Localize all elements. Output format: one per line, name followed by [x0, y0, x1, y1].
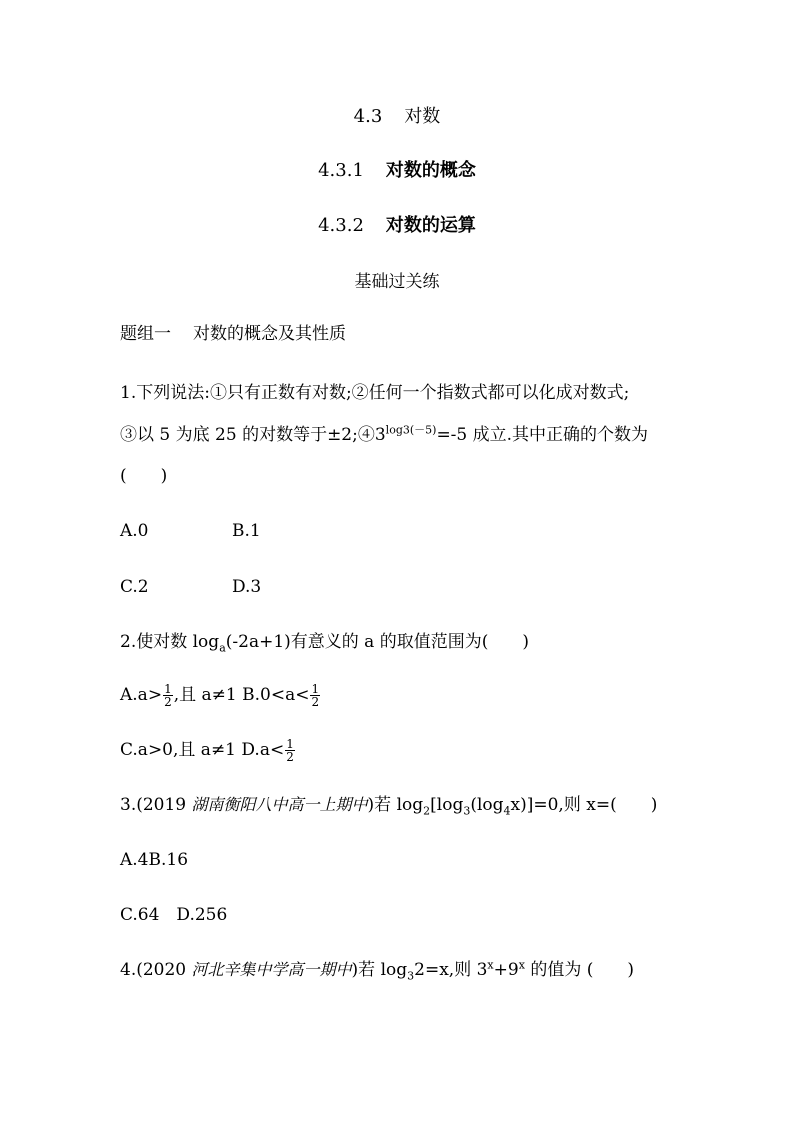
q2-options-ab [120, 683, 321, 708]
q1-line-2-end: =-5 成立.其中正确的个数为 [436, 425, 649, 445]
q4-stem-plus: +9 [493, 960, 519, 980]
q4-exponent-1: x [487, 958, 494, 972]
section-title [0, 106, 794, 128]
subsection-name-2: 对数的运算 [385, 215, 476, 236]
fraction-denominator: 2 [311, 695, 320, 709]
q2-stem-start: 2.使对数 log [120, 632, 220, 652]
q3-source: 湖南衡阳八中高一上期中 [191, 795, 368, 814]
fraction-one-half [163, 683, 173, 708]
fraction-numerator: 1 [164, 682, 172, 696]
q4-source: 河北辛集中学高一期中 [191, 960, 352, 979]
q1-line-2 [120, 424, 648, 446]
q4-exponent-2: x [518, 958, 525, 972]
fraction-one-half [285, 738, 295, 763]
fraction-denominator: 2 [164, 695, 172, 709]
subsection-number-1: 4.3.1 [318, 160, 364, 181]
subsection-title-2 [0, 215, 794, 237]
q1-exponent: log3(－5) [385, 423, 437, 437]
q4-stem-mid: 2=x,则 3 [414, 960, 488, 980]
q3-base-4: 4 [503, 804, 511, 818]
q4-stem [120, 959, 634, 981]
q3-stem-log4: (log [470, 795, 504, 815]
q3-stem-log: )若 log [367, 795, 424, 815]
fraction-one-half [310, 683, 320, 708]
q4-stem-end: 的值为 ( ) [524, 960, 634, 980]
group-label: 题组一 [120, 324, 171, 344]
q4-stem-log: )若 log [351, 960, 408, 980]
q3-options-ab: A.4B.16 [120, 850, 189, 870]
q3-stem-start: 3.(2019 [120, 795, 192, 815]
subsection-name-1: 对数的概念 [385, 160, 476, 181]
question-group-heading [120, 323, 346, 345]
practice-heading: 基础过关练 [354, 272, 440, 292]
q3-stem [120, 794, 657, 816]
q2-options-cd [120, 738, 296, 763]
q3-base-2: 2 [423, 804, 431, 818]
q2-stem-end: (-2a+1)有意义的 a 的取值范围为( ) [225, 632, 529, 652]
subsection-number-2: 4.3.2 [318, 215, 364, 236]
q4-base-3: 3 [407, 969, 415, 983]
fraction-numerator: 1 [286, 737, 294, 751]
q1-line-1: 1.下列说法:①只有正数有对数;②任何一个指数式都可以化成对数式; [120, 383, 630, 403]
q3-stem-log3: [log [430, 795, 464, 815]
q3-options-cd: C.64 D.256 [120, 905, 228, 925]
section-name: 对数 [404, 106, 441, 127]
group-title: 对数的概念及其性质 [193, 324, 346, 344]
fraction-numerator: 1 [311, 682, 320, 696]
q1-option-d: D.3 [232, 577, 262, 597]
fraction-denominator: 2 [286, 750, 294, 764]
q2-log-base: a [219, 641, 226, 655]
subsection-title-1 [0, 160, 794, 182]
q1-answer-blank: ( ) [120, 466, 168, 486]
q3-stem-end: x)]=0,则 x=( ) [510, 795, 658, 815]
q1-option-b: B.1 [232, 521, 261, 541]
q2-option-a-b-mid: ,且 a≠1 B.0<a< [173, 685, 310, 705]
q1-option-c: C.2 [120, 577, 149, 597]
q4-stem-start: 4.(2020 [120, 960, 192, 980]
q2-option-c-d-start: C.a>0,且 a≠1 D.a< [120, 740, 285, 760]
q2-stem [120, 631, 529, 653]
q1-option-a: A.0 [120, 521, 149, 541]
section-number: 4.3 [353, 106, 383, 127]
q2-option-a-start: A.a> [120, 685, 163, 705]
q1-line-2-start: ③以 5 为底 25 的对数等于±2;④3 [120, 425, 386, 445]
q3-base-3: 3 [463, 804, 471, 818]
